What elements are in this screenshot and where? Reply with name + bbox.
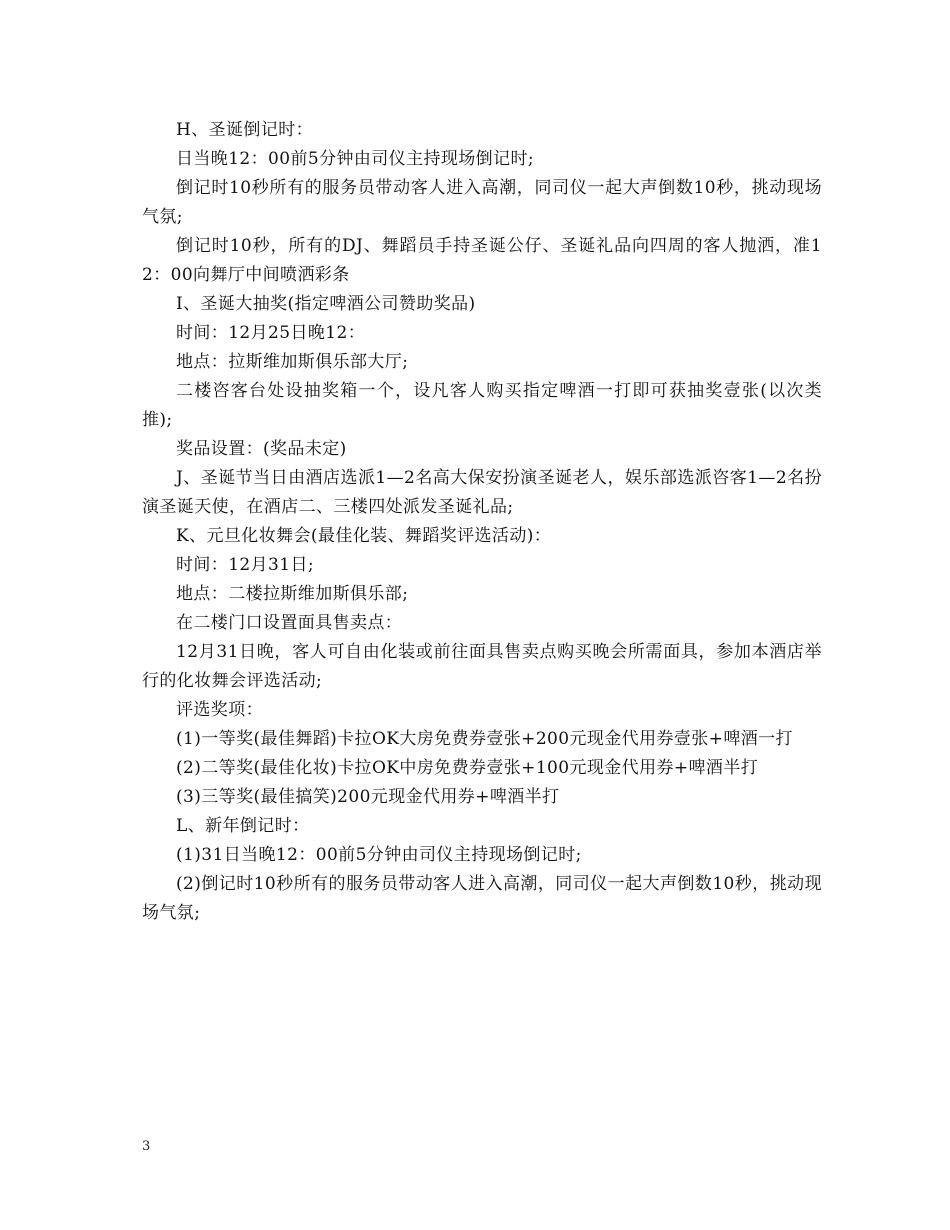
- paragraph: 日当晚12：00前5分钟由司仪主持现场倒记时;: [176, 149, 535, 169]
- paragraph: (2)倒记时10秒所有的服务员带动客人进入高潮，同司仪一起大声倒数10秒，挑动现场气氛;: [142, 874, 822, 923]
- section-heading-j: J、圣诞节当日由酒店选派1—2名高大保安扮演圣诞老人，娱乐部选派咨客1—2名扮演圣诞天使，在酒店二、三楼四处派发圣诞礼品;: [142, 468, 822, 517]
- prize-item: (1)一等奖(最佳舞蹈)卡拉OK大房免费券壹张+200元现金代用券壹张+啤酒一打: [176, 729, 793, 749]
- paragraph: 时间：12月25日晚12：: [176, 323, 366, 343]
- prize-item: (2)二等奖(最佳化妆)卡拉OK中房免费券壹张+100元现金代用券+啤酒半打: [176, 758, 759, 778]
- paragraph: (1)31日当晚12：00前5分钟由司仪主持现场倒记时;: [176, 845, 582, 865]
- paragraph: 评选奖项：: [176, 700, 263, 720]
- section-heading-k: K、元旦化妆舞会(最佳化装、舞蹈奖评选活动)：: [176, 526, 552, 546]
- paragraph: 奖品设置：(奖品未定): [176, 439, 347, 459]
- page-number: 3: [142, 1139, 151, 1154]
- paragraph: 地点：拉斯维加斯俱乐部大厅;: [176, 352, 409, 372]
- section-heading-l: L、新年倒记时：: [176, 816, 310, 836]
- paragraph: 在二楼门口设置面具售卖点：: [176, 613, 403, 633]
- section-heading-i: I、圣诞大抽奖(指定啤酒公司赞助奖品): [176, 294, 476, 314]
- paragraph: 二楼咨客台处设抽奖箱一个，设凡客人购买指定啤酒一打即可获抽奖壹张(以次类推);: [142, 381, 822, 430]
- paragraph: 时间：12月31日;: [176, 555, 314, 575]
- document-body: [142, 116, 822, 928]
- paragraph: 地点：二楼拉斯维加斯俱乐部;: [176, 584, 409, 604]
- paragraph: 倒记时10秒所有的服务员带动客人进入高潮，同司仪一起大声倒数10秒，挑动现场气氛;: [142, 178, 822, 227]
- paragraph: 倒记时10秒，所有的DJ、舞蹈员手持圣诞公仔、圣诞礼品向四周的客人抛洒，准12：00向舞厅中间喷洒彩条: [142, 236, 822, 285]
- paragraph: 12月31日晚，客人可自由化装或前往面具售卖点购买晚会所需面具，参加本酒店举行的化妆舞会评选活动;: [142, 642, 822, 691]
- prize-item: (3)三等奖(最佳搞笑)200元现金代用券+啤酒半打: [176, 787, 560, 807]
- section-heading-h: H、圣诞倒记时：: [176, 120, 314, 140]
